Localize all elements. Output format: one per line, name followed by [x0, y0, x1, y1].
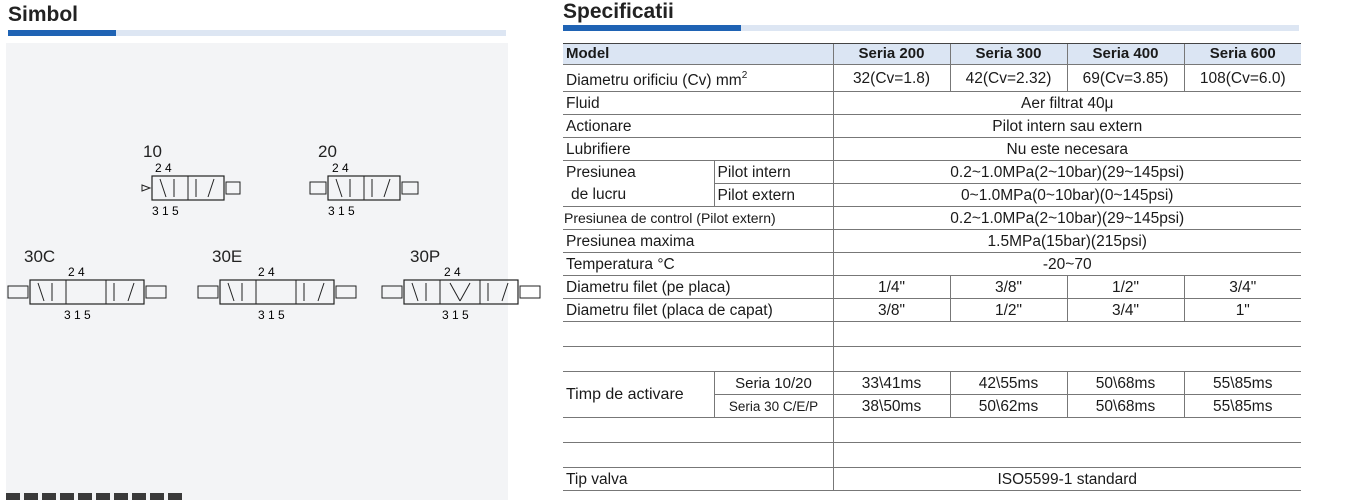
- simbol-title: Simbol: [8, 3, 79, 26]
- row-label: Presiunea: [563, 161, 714, 184]
- table-cell: 50\68ms: [1067, 395, 1184, 418]
- row-label: Diametru filet (pe placa): [563, 276, 833, 299]
- table-row: [563, 322, 1301, 347]
- row-label: Presiunea maxima: [563, 230, 833, 253]
- table-cell: 1/2": [950, 299, 1067, 322]
- spec-title-bar: [563, 25, 1299, 31]
- symbol-label-30c: 30C: [24, 247, 56, 266]
- table-cell: 3/4": [1184, 276, 1301, 299]
- table-cell: Pilot intern sau extern: [833, 115, 1301, 138]
- table-row: [563, 372, 1301, 395]
- header-seria-300: Seria 300: [950, 44, 1067, 65]
- symbol-label-30e: 30E: [212, 247, 243, 266]
- valve-symbol-30e: [196, 263, 361, 328]
- symbol-label-30p: 30P: [410, 247, 441, 266]
- valve-symbol-10: [130, 159, 245, 224]
- table-row: [563, 115, 1301, 138]
- row-sublabel: Pilot extern: [714, 184, 833, 207]
- row-sublabel: Pilot intern: [714, 161, 833, 184]
- table-cell: 1/2": [1067, 276, 1184, 299]
- table-cell: 3/4": [1067, 299, 1184, 322]
- svg-text:3 1 5: 3 1 5: [64, 308, 91, 322]
- table-cell: 0~1.0MPa(0~10bar)(0~145psi): [833, 184, 1301, 207]
- table-row: [563, 276, 1301, 299]
- table-cell-empty: [563, 322, 833, 347]
- symbol-label-10: 10: [143, 142, 162, 161]
- spec-title: Specificatii: [563, 0, 674, 23]
- table-cell: 55\85ms: [1184, 395, 1301, 418]
- row-label: Fluid: [563, 92, 833, 115]
- table-row: [563, 92, 1301, 115]
- svg-text:2 4: 2 4: [68, 265, 85, 279]
- table-cell: 108(Cv=6.0): [1184, 65, 1301, 92]
- table-cell: 33\41ms: [833, 372, 950, 395]
- table-row: [563, 253, 1301, 276]
- table-row: [563, 44, 1301, 65]
- valve-symbol-30p: [380, 263, 545, 328]
- table-cell: 0.2~1.0MPa(2~10bar)(29~145psi): [833, 161, 1301, 184]
- cut-off-heading: [6, 493, 256, 500]
- table-cell-empty: [833, 322, 1301, 347]
- table-cell-empty: [563, 418, 833, 443]
- header-seria-200: Seria 200: [833, 44, 950, 65]
- table-cell-empty: [833, 418, 1301, 443]
- svg-text:2 4: 2 4: [444, 265, 461, 279]
- table-cell: 69(Cv=3.85): [1067, 65, 1184, 92]
- row-label: Actionare: [563, 115, 833, 138]
- table-cell: 3/8": [950, 276, 1067, 299]
- svg-text:3 1 5: 3 1 5: [328, 204, 355, 218]
- table-cell-empty: [833, 347, 1301, 372]
- simbol-title-bar: [8, 30, 506, 36]
- table-row: [563, 299, 1301, 322]
- table-cell-empty: [833, 443, 1301, 468]
- table-cell: 3/8": [833, 299, 950, 322]
- svg-text:3 1 5: 3 1 5: [152, 204, 179, 218]
- table-row: [563, 418, 1301, 443]
- table-cell: 1.5MPa(15bar)(215psi): [833, 230, 1301, 253]
- table-row: [563, 138, 1301, 161]
- row-label: Tip valva: [563, 468, 833, 491]
- row-label: Timp de activare: [563, 372, 714, 418]
- symbol-label-20: 20: [318, 142, 337, 161]
- table-cell: ISO5599-1 standard: [833, 468, 1301, 491]
- svg-text:3 1 5: 3 1 5: [442, 308, 469, 322]
- row-label: Lubrifiere: [563, 138, 833, 161]
- table-cell-empty: [563, 443, 833, 468]
- table-row: [563, 443, 1301, 468]
- header-model: Model: [563, 44, 833, 65]
- row-label: Temperatura °C: [563, 253, 833, 276]
- table-row: [563, 65, 1301, 92]
- table-cell-empty: [563, 347, 833, 372]
- valve-symbol-20: [300, 159, 430, 224]
- table-cell: 50\62ms: [950, 395, 1067, 418]
- table-cell: 55\85ms: [1184, 372, 1301, 395]
- row-label: Presiunea de control (Pilot extern): [563, 207, 833, 230]
- valve-symbol-30c: [6, 263, 171, 328]
- table-cell: Nu este necesara: [833, 138, 1301, 161]
- svg-text:2 4: 2 4: [332, 161, 349, 175]
- table-row: [563, 184, 1301, 207]
- table-cell: 0.2~1.0MPa(2~10bar)(29~145psi): [833, 207, 1301, 230]
- svg-text:3 1 5: 3 1 5: [258, 308, 285, 322]
- table-cell: 38\50ms: [833, 395, 950, 418]
- header-seria-600: Seria 600: [1184, 44, 1301, 65]
- table-cell: 42\55ms: [950, 372, 1067, 395]
- table-cell: 42(Cv=2.32): [950, 65, 1067, 92]
- row-sublabel: Seria 10/20: [714, 372, 833, 395]
- table-row: [563, 230, 1301, 253]
- row-label: Diametru filet (placa de capat): [563, 299, 833, 322]
- row-label: Diametru orificiu (Cv) $mm^2$: [563, 65, 833, 92]
- table-cell: 32(Cv=1.8): [833, 65, 950, 92]
- table-row: [563, 468, 1301, 491]
- table-row: [563, 161, 1301, 184]
- svg-text:2 4: 2 4: [155, 161, 172, 175]
- table-cell: 1/4": [833, 276, 950, 299]
- table-cell: -20~70: [833, 253, 1301, 276]
- table-row: [563, 347, 1301, 372]
- table-cell: 1": [1184, 299, 1301, 322]
- spec-table: [563, 43, 1301, 491]
- row-label: de lucru: [571, 186, 627, 204]
- table-row: [563, 207, 1301, 230]
- row-sublabel: Seria 30 C/E/P: [714, 395, 833, 418]
- svg-text:2 4: 2 4: [258, 265, 275, 279]
- table-cell: 50\68ms: [1067, 372, 1184, 395]
- header-seria-400: Seria 400: [1067, 44, 1184, 65]
- table-cell: Aer filtrat 40μ: [833, 92, 1301, 115]
